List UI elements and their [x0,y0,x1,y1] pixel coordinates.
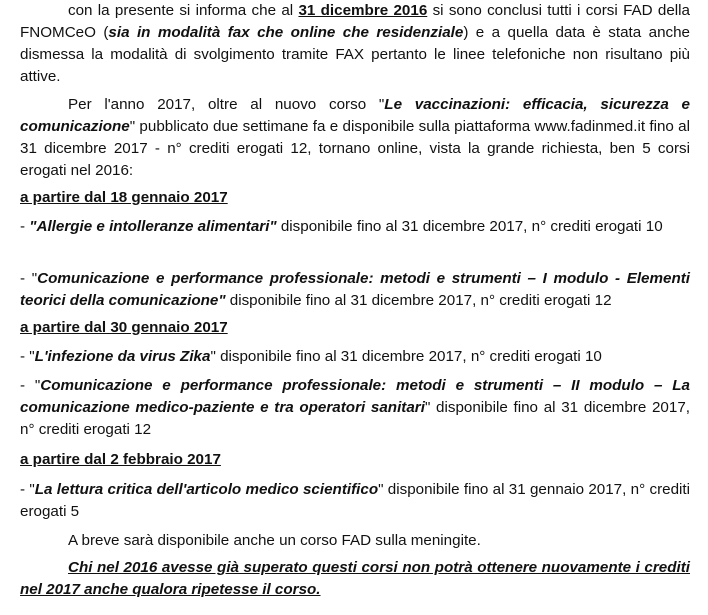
course-item [20,216,690,238]
intro-text-1: con la presente si informa che al [68,2,299,19]
course-details: " disponibile fino al 31 gennaio 2017, n° crediti erogati 5 [20,481,690,520]
year-paragraph [20,94,690,182]
course-title: Comunicazione e performance professionale: metodi e strumenti – II modulo – La comunicazione medico-paziente e tra operatori sanitari [20,377,690,416]
course-prefix: - " [20,348,35,365]
course-title: L'infezione da virus Zika [34,348,211,365]
course-prefix: - " [20,481,35,498]
course-prefix: - [20,218,30,235]
intro-text-3: ) e a quella data è stata anche dismessa la modalità di svolgimento tramite FAX pertanto le linee telefoniche non risultano più attive. [20,24,691,85]
course-details: disponibile fino al 31 dicembre 2017, n° crediti erogati 12 [225,292,612,309]
course-title: "Allergie e intolleranze alimentari" [29,218,277,235]
intro-emphasis: sia in modalità fax che online che residenziale [108,24,464,41]
course-details: " disponibile fino al 31 dicembre 2017, n° crediti erogati 12 [20,399,690,438]
section-heading-2: a partire dal 30 gennaio 2017 [20,319,228,336]
course-details: " disponibile fino al 31 dicembre 2017, n° crediti erogati 10 [210,348,602,365]
course-item [20,346,690,368]
meningite-note: A breve sarà disponibile anche un corso FAD sulla meningite. [68,532,481,549]
intro-paragraph [20,0,690,88]
course-prefix: - " [20,377,41,394]
year-text-2: " pubblicato due settimane fa e disponibile sulla piattaforma www.fadinmed.it fino al 31 dicembre 2017 - n° crediti erogati 12, tornano online, vista la grande richiesta, ben 5 corsi erogati nel 2016: [20,118,690,179]
section-heading-1: a partire dal 18 gennaio 2017 [20,189,228,206]
course-item [20,375,690,441]
course-prefix: - " [20,270,38,287]
course-item [20,268,690,312]
year-text-1: Per l'anno 2017, oltre al nuovo corso " [68,96,385,113]
new-course-title: Le vaccinazioni: efficacia, sicurezza e comunicazione [20,96,690,135]
course-details: disponibile fino al 31 dicembre 2017, n° crediti erogati 10 [276,218,663,235]
course-title: La lettura critica dell'articolo medico scientifico [34,481,379,498]
intro-date: 31 dicembre 2016 [298,2,428,19]
course-item [20,479,690,523]
warning-note: Chi nel 2016 avesse già superato questi corsi non potrà ottenere nuovamente i crediti nel 2017 anche qualora ripetesse il corso. [20,559,690,598]
course-title: Comunicazione e performance professionale: metodi e strumenti – I modulo - Elementi teorici della comunicazione" [20,270,691,309]
section-heading-3: a partire dal 2 febbraio 2017 [20,451,221,468]
intro-text-2: si sono conclusi tutti i corsi FAD della FNOMCeO ( [20,2,690,41]
